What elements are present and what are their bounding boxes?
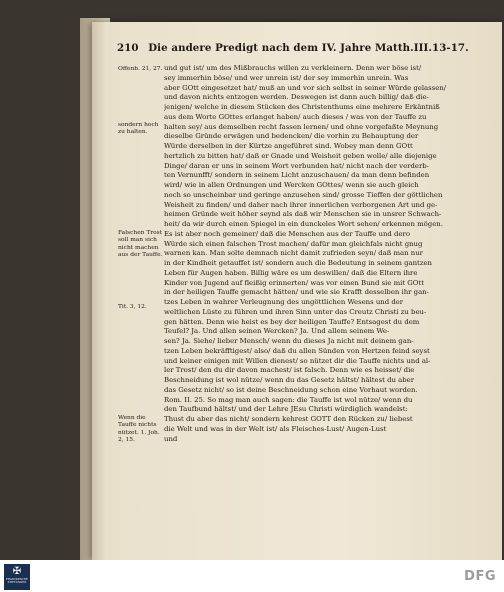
scanned-book-page	[92, 22, 502, 560]
text-line: hertzlich zu bitten hat/ daß er Gnade und Weisheit geben wolle/ alle diejenige	[164, 151, 437, 160]
text-line: aber GOtt eingesetzet hat/ muß an und vor sich selbst in seiner Würde gelassen/	[164, 83, 447, 92]
text-line: dieselbe Gründe erwägen und bedencken/ die vorhin zu Behauptung der	[164, 132, 419, 141]
text-line: und gut ist/ um des Mißbrauchs willen zu verkleinern. Denn wer böse ist/	[164, 64, 422, 72]
text-line: Es ist aber noch gemeiner/ daß die Menschen aus der Tauffe und dero	[164, 229, 410, 238]
margin-note-falscher-trost: Falschen Trost soll man sich nicht machen aus der Tauffe.	[118, 230, 163, 259]
text-line: warnen kan. Man solte demnach nicht damit zufrieden seyn/ daß man nur	[164, 249, 423, 258]
page-number: 210	[117, 42, 139, 54]
margin-note-hoch-zu-halten: sondern hoch zu halten.	[118, 122, 159, 136]
library-emblem-icon: ✠	[12, 566, 22, 577]
text-line: noch so unscheinbar und geringe anzusehen sind/ grosse Tieffen der göttlichen	[164, 190, 443, 199]
text-line: Beschneidung ist wol nütze/ wenn du das Gesetz hältst/ hältest du aber	[164, 376, 415, 384]
text-line: in der Kindheit getauffet ist/ sondern auch die Bedeutung in seinem gantzen	[164, 259, 432, 267]
text-line: Würde sich einen falschen Trost machen/ dafür man gleichfals nicht gnug	[164, 239, 423, 248]
text-line: sey immerhin böse/ und wer unrein ist/ der sey immerhin unrein. Was	[164, 73, 409, 82]
running-head	[117, 42, 497, 54]
text-line: ten Vernunfft/ sondern in seinem Licht anzuschauen/ da man denn befinden	[164, 171, 430, 180]
text-line: gen hätten. Denn wie heist es bey der heiligen Tauffe? Entsagest du dem	[164, 317, 420, 326]
text-line: Leben für Augen haben. Billig wäre es um deswillen/ daß die Eltern ihre	[164, 268, 418, 277]
text-line: das Gesetz nicht/ so ist deine Beschneidung schon eine Vorhaut worden.	[164, 385, 418, 394]
text-line: Thust du aber das nicht/ sondern kehrest GOTT den Rücken zu/ liebest	[164, 415, 413, 423]
text-line: sen? Ja. Siehe/ lieber Mensch/ wenn du dieses Ja nicht mit deinem gan-	[164, 337, 414, 345]
running-title: Die andere Predigt nach dem IV. Jahre Matth.III.13-17.	[148, 42, 469, 54]
francke-foundations-logo-icon[interactable]	[4, 564, 30, 590]
text-line: Würde derselben in der Kürtze angeführet sind. Wobey man denn GOtt	[164, 142, 413, 150]
text-line: und	[164, 434, 178, 443]
text-line: aus dem Worte GOttes erlanget haben/ auch dieses / was von der Tauffe zu	[164, 112, 427, 121]
margin-note-offenbarung: Offenb. 21, 27.	[118, 66, 163, 72]
text-line: und davon nichts entzogen werden. Deswegen ist dann auch billig/ daß die-	[164, 93, 429, 102]
margin-note-tauffe-nuetzet: Wenn die Tauffe nichts nützet. 1. Joh. 2, 15.	[118, 415, 160, 444]
text-line: Dinge/ daran er uns in seinem Wort verbunden hat/ nicht nach der verderb-	[164, 161, 429, 170]
text-line: in der heiligen Tauffe gemacht hätten/ und wie sie Krafft desselben ihr gan-	[164, 288, 429, 297]
text-line: die Welt und was in der Welt ist/ als Fleisches-Lust/ Augen-Lust	[164, 424, 387, 433]
body-text	[164, 64, 488, 444]
text-line: und keiner einigen mit Willen dienest/ so nützet dir die Tauffe nichts und al-	[164, 356, 431, 365]
text-line: Teufel? Ja. Und allen seinen Wercken? Ja. Und allem seinem We-	[164, 327, 390, 336]
text-line: heimen Gründe weit höher seynd als daß wir Menschen sie in unsrer Schwach-	[164, 210, 442, 219]
dfg-logo-icon[interactable]: DFG	[464, 569, 496, 584]
text-line: tzes Leben in wahrer Verleugnung des ungöttlichen Wesens und der	[164, 298, 404, 306]
margin-note-titus: Tit. 3, 12.	[118, 304, 147, 310]
text-line: wird/ wie in allen Ordnungen und Wercken GOttes/ wenn sie auch gleich	[164, 181, 419, 189]
library-logo-text: FRANCKESCHE STIFTUNGEN	[6, 578, 28, 584]
text-line: jenigen/ welche in diesem Stücken des Christenthums eine mehrere Erkäntniß	[164, 103, 440, 111]
text-line: ler Trost/ den du dir davon machest/ ist falsch. Denn wie es heisset/ die	[164, 366, 415, 375]
text-line: halten sey/ aus demselben recht fassen lernen/ und ohne vorgefaßte Meynung	[164, 122, 439, 131]
text-line: Rom. II. 25. So mag man auch sagen: die Tauffe ist wol nütze/ wenn du	[164, 395, 413, 404]
text-line: heit/ da wir durch einen Spiegel in ein dunckeles Wort sehen/ erkennen mögen.	[164, 220, 443, 228]
text-line: tzen Leben bekräfftigest/ also/ daß du allen Sünden von Hertzen feind seyst	[164, 346, 430, 355]
text-line: weltlichen Lüste zu führen und ihren Sinn unter das Creutz Christi zu beu-	[164, 307, 427, 316]
text-line: Kinder von Jugend auf fleißig erinnerten/ was vor einen Bund sie mit GOtt	[164, 278, 424, 287]
text-line: Weisheit zu finden/ und daher nach ihrer innerlichen verborgenen Art und ge-	[164, 200, 438, 209]
footer-bar	[0, 560, 504, 592]
text-line: den Taufbund hältst/ und der Lehre JEsu Christi würdiglich wandelst:	[164, 405, 408, 414]
